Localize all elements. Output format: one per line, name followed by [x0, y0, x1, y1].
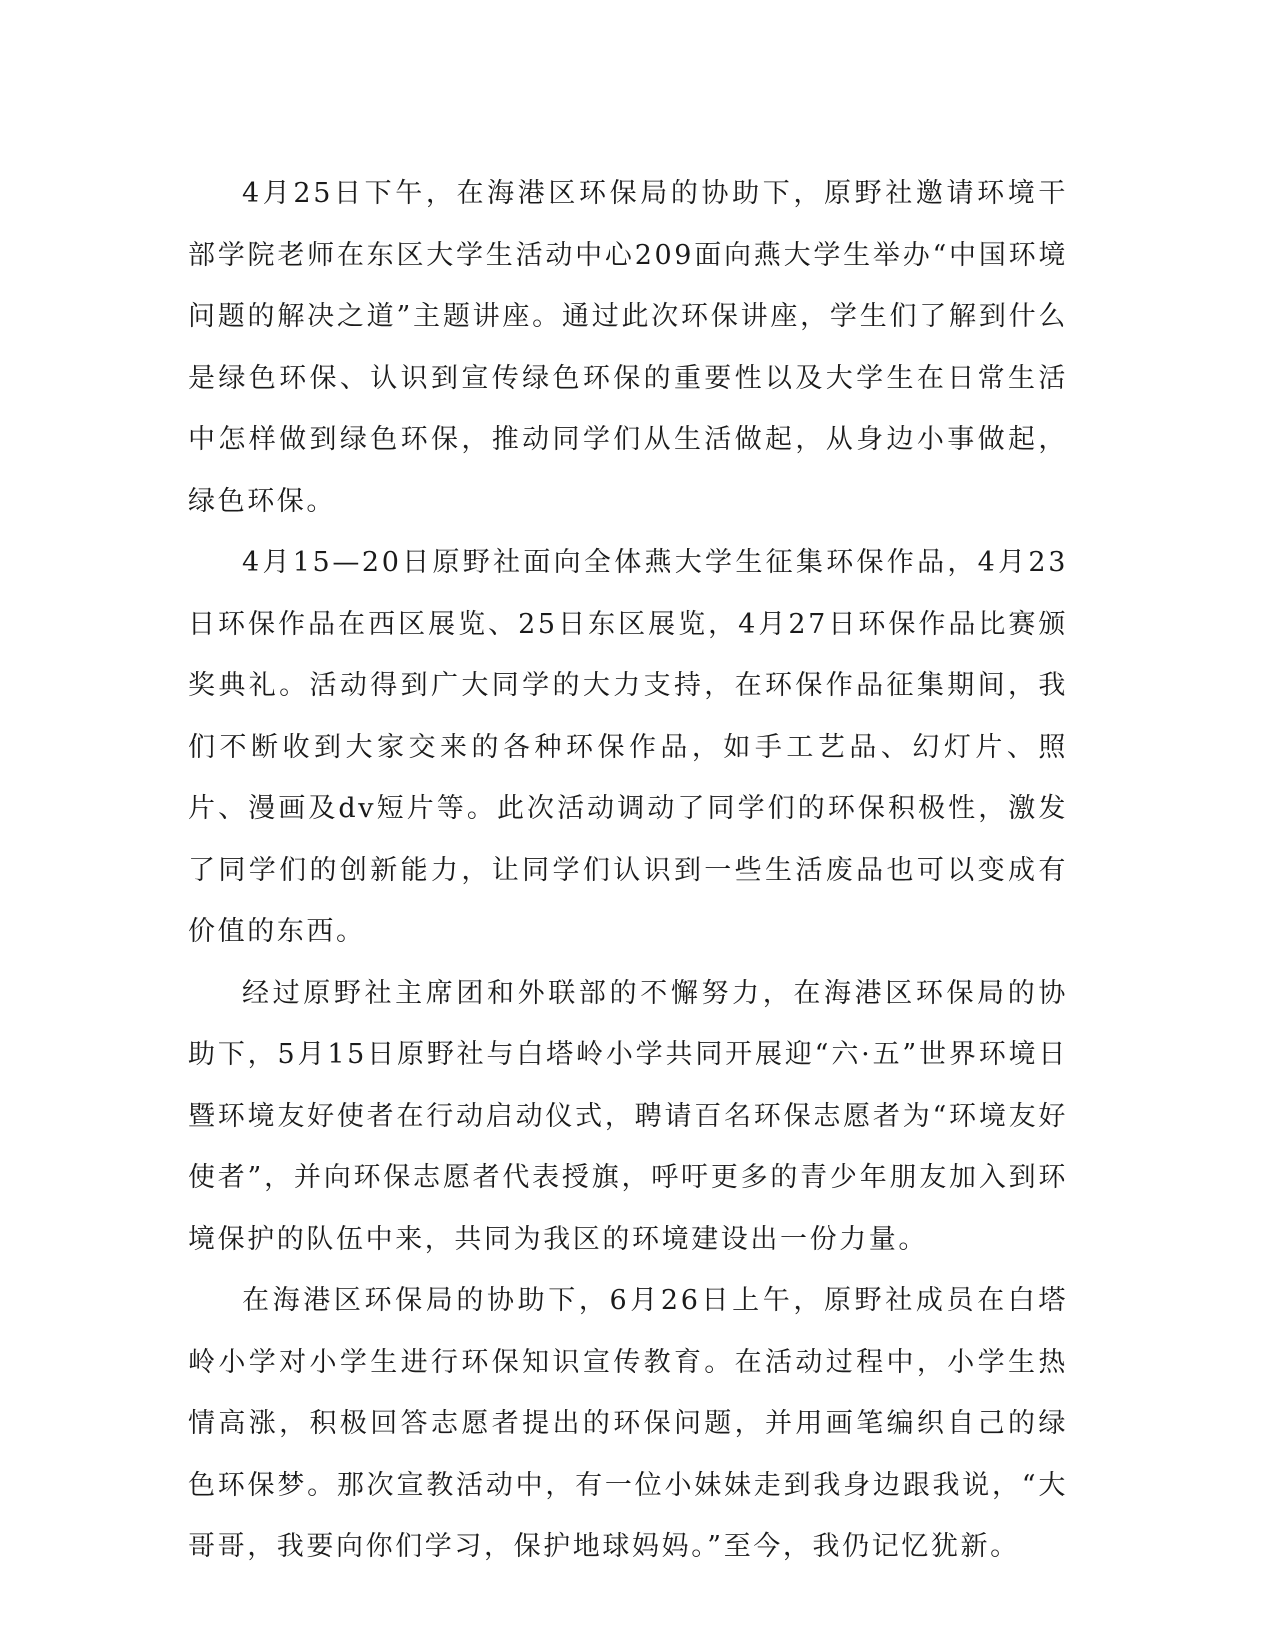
document-body	[188, 163, 1068, 1578]
paragraph-lecture: 4月25日下午，在海港区环保局的协助下，原野社邀请环境干部学院老师在东区大学生活动中心209面向燕大学生举办“中国环境问题的解决之道”主题讲座。通过此次环保讲座，学生们了解到什么是绿色环保、认识到宣传绿色环保的重要性以及大学生在日常生活中怎样做到绿色环保，推动同学们从生活做起，从身边小事做起，绿色环保。	[188, 178, 1068, 517]
paragraph-artwork-collection: 4月15—20日原野社面向全体燕大学生征集环保作品，4月23日环保作品在西区展览、25日东区展览，4月27日环保作品比赛颁奖典礼。活动得到广大同学的大力支持，在环保作品征集期间，我们不断收到大家交来的各种环保作品，如手工艺品、幻灯片、照片、漫画及dv短片等。此次活动调动了同学们的环保积极性，激发了同学们的创新能力，让同学们认识到一些生活废品也可以变成有价值的东西。	[188, 547, 1068, 947]
paragraph-environment-day: 经过原野社主席团和外联部的不懈努力，在海港区环保局的协助下，5月15日原野社与白塔岭小学共同开展迎“六·五”世界环境日暨环境友好使者在行动启动仪式，聘请百名环保志愿者为“环境友好使者”，并向环保志愿者代表授旗，呼吁更多的青少年朋友加入到环境保护的队伍中来，共同为我区的环境建设出一份力量。	[188, 977, 1068, 1255]
paragraph-school-education: 在海港区环保局的协助下，6月26日上午，原野社成员在白塔岭小学对小学生进行环保知识宣传教育。在活动过程中，小学生热情高涨，积极回答志愿者提出的环保问题，并用画笔编织自己的绿色环保梦。那次宣教活动中，有一位小妹妹走到我身边跟我说，“大哥哥，我要向你们学习，保护地球妈妈。”至今，我仍记忆犹新。	[188, 1285, 1068, 1562]
